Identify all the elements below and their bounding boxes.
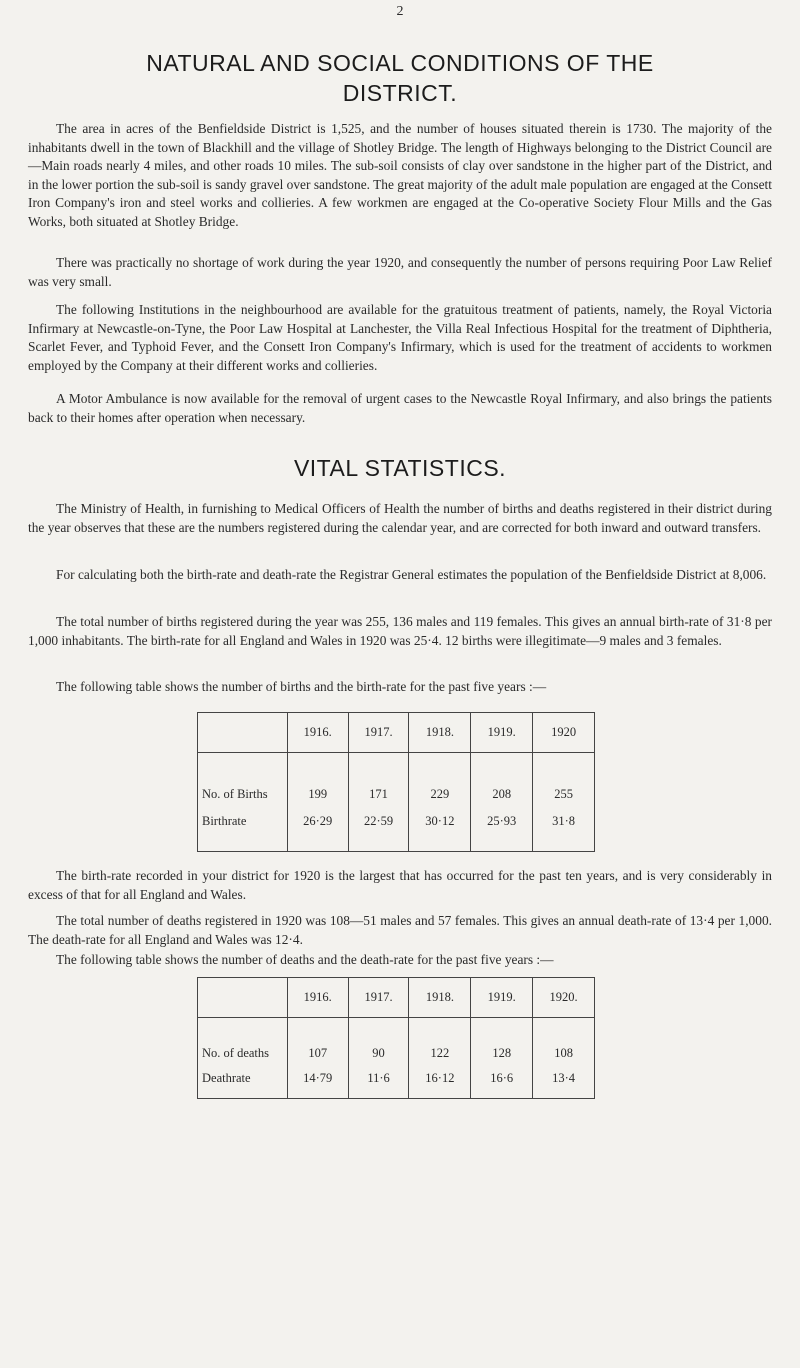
deaths-year-1920: 1920.: [533, 978, 595, 1018]
paragraph-births-table-intro: The following table shows the number of births and the birth-rate for the past five years :—: [56, 679, 547, 694]
page-title-line-1: NATURAL AND SOCIAL CONDITIONS OF THE: [146, 50, 654, 76]
deaths-table: [197, 977, 595, 1099]
birthrate-1920: 31·8: [533, 802, 595, 852]
deaths-year-1917: 1917.: [348, 978, 409, 1018]
paragraph-ambulance: A Motor Ambulance is now available for the removal of urgent cases to the Newcastle Royal Infirmary, and also brings the patients back to their homes after operation when necessary.: [28, 391, 772, 425]
births-year-1917: 1917.: [348, 713, 409, 753]
page-title: [40, 48, 760, 108]
paragraph-population: For calculating both the birth-rate and death-rate the Registrar General estimates the population of the Benfieldside District at 8,006.: [56, 567, 767, 582]
births-count-1916: 199: [287, 753, 348, 802]
deaths-count-1919: 128: [471, 1018, 533, 1061]
deaths-year-1918: 1918.: [409, 978, 471, 1018]
births-table: [197, 712, 595, 852]
paragraph-institutions: The following Institutions in the neighbourhood are available for the gratuitous treatment of patients, namely, the Royal Victoria Infirmary at Newcastle-on-Tyne, the Poor Law Hospital at Lanchester, the Villa Real Infectious Hospital for the treatment of Diphtheria, Scarlet Fever, and Typhoid Fever, and the Consett Iron Company's Infirmary, which is used for the treatment of accidents to workmen employed by the Company at their different works and collieries.: [28, 302, 772, 373]
paragraph-deaths: The total number of deaths registered in 1920 was 108—51 males and 57 females. This gives an annual death-rate of 13·4 per 1,000. The death-rate for all England and Wales was 12·4.: [28, 913, 772, 947]
deathrate-1917: 11·6: [348, 1061, 409, 1099]
paragraph-births: The total number of births registered during the year was 255, 136 males and 119 females. This gives an annual birth-rate of 31·8 per 1,000 inhabitants. The birth-rate for all England and Wales in 1920 was 25·4. 12 births were illegitimate—9 males and 3 females.: [28, 614, 772, 648]
deathrate-1920: 13·4: [533, 1061, 595, 1099]
deaths-count-1920: 108: [533, 1018, 595, 1061]
table-row: [198, 1018, 595, 1061]
deaths-year-1919: 1919.: [471, 978, 533, 1018]
deaths-count-1916: 107: [287, 1018, 348, 1061]
section-heading-vital-statistics: VITAL STATISTICS.: [293, 455, 507, 481]
birthrate-1918: 30·12: [409, 802, 471, 852]
table-row: [198, 1061, 595, 1099]
births-table-corner: [198, 713, 288, 753]
paragraph-birthrate-comment: The birth-rate recorded in your district for 1920 is the largest that has occurred for the past ten years, and is very considerably in excess of that for all England and Wales.: [28, 868, 772, 902]
page-number: 2: [396, 4, 404, 19]
births-year-1920: 1920: [533, 713, 595, 753]
paragraph-work: There was practically no shortage of work during the year 1920, and consequently the number of persons requiring Poor Law Relief was very small.: [28, 255, 772, 289]
paragraph-area: The area in acres of the Benfieldside District is 1,525, and the number of houses situated therein is 1730. The majority of the inhabitants dwell in the town of Blackhill and the village of Shotley Bridge. The length of Highways belonging to the District Council are—Main roads nearly 4 miles, and other roads 10 miles. The sub-soil consists of clay over sandstone in the higher part of the District, and in the lower portion the sub-soil is sandy gravel over sandstone. The great majority of the adult male population are engaged at the Consett Iron Company's iron and steel works and collieries. A few workmen are engaged at the Co-operative Society Flour Mills and the Gas Works, both situated at Shotley Bridge.: [28, 121, 772, 229]
deaths-count-1918: 122: [409, 1018, 471, 1061]
births-count-1918: 229: [409, 753, 471, 802]
paragraph-deaths-table-intro: The following table shows the number of deaths and the death-rate for the past five years :—: [56, 952, 554, 967]
deaths-row-label-count: No. of deaths: [198, 1018, 288, 1061]
deaths-year-1916: 1916.: [287, 978, 348, 1018]
deaths-table-header-row: [198, 978, 595, 1018]
births-count-1917: 171: [348, 753, 409, 802]
deaths-table-corner: [198, 978, 288, 1018]
table-row: [198, 753, 595, 802]
page-title-line-2: DISTRICT.: [342, 80, 458, 106]
birthrate-1916: 26·29: [287, 802, 348, 852]
deathrate-1916: 14·79: [287, 1061, 348, 1099]
births-year-1919: 1919.: [471, 713, 533, 753]
deathrate-1918: 16·12: [409, 1061, 471, 1099]
births-year-1918: 1918.: [409, 713, 471, 753]
births-table-header-row: [198, 713, 595, 753]
births-row-label-count: No. of Births: [198, 753, 288, 802]
births-count-1919: 208: [471, 753, 533, 802]
deaths-row-label-rate: Deathrate: [198, 1061, 288, 1099]
birthrate-1917: 22·59: [348, 802, 409, 852]
births-row-label-rate: Birthrate: [198, 802, 288, 852]
birthrate-1919: 25·93: [471, 802, 533, 852]
table-row: [198, 802, 595, 852]
births-year-1916: 1916.: [287, 713, 348, 753]
deaths-count-1917: 90: [348, 1018, 409, 1061]
births-count-1920: 255: [533, 753, 595, 802]
deathrate-1919: 16·6: [471, 1061, 533, 1099]
paragraph-ministry: The Ministry of Health, in furnishing to Medical Officers of Health the number of births and deaths registered in their district during the year observes that these are the numbers registered during the calendar year, and are corrected for both inward and outward transfers.: [28, 501, 772, 535]
